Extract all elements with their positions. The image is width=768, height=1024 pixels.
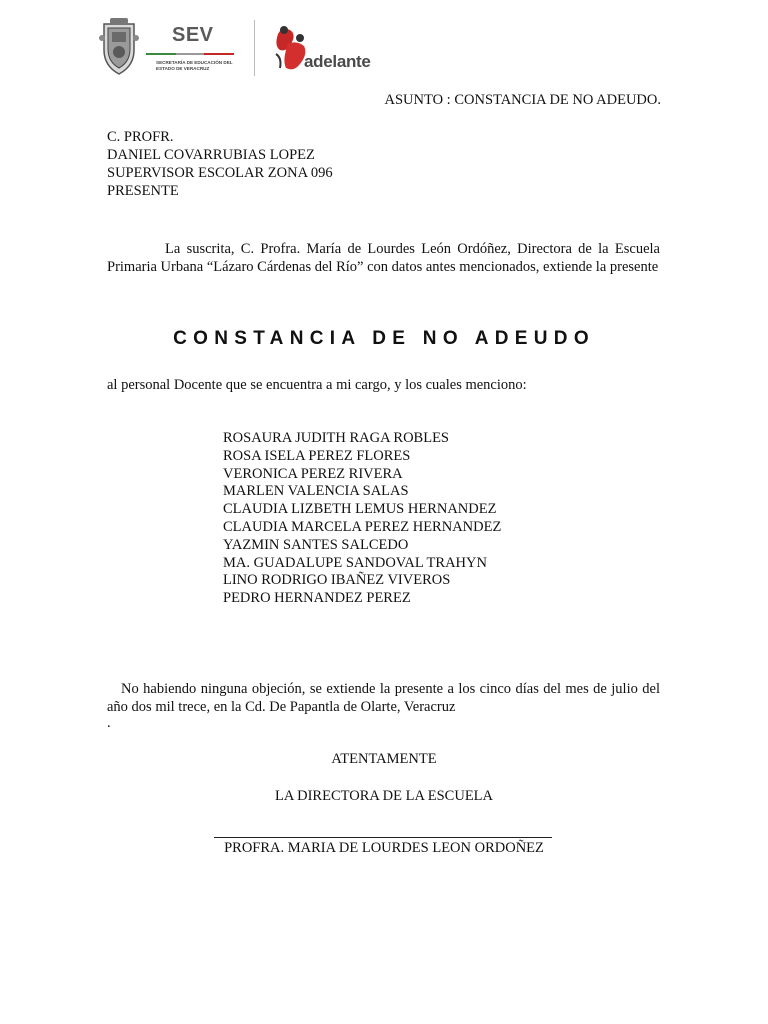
signature-line [214,837,552,838]
addressee-line: SUPERVISOR ESCOLAR ZONA 096 [107,165,333,181]
sev-logo-text: SEV [172,24,214,46]
veracruz-coat-of-arms-icon [98,16,140,76]
staff-name: VERONICA PEREZ RIVERA [223,465,403,482]
staff-name: CLAUDIA MARCELA PEREZ HERNANDEZ [223,518,502,535]
sev-subtitle: SECRETARÍA DE EDUCACIÓN DEL ESTADO DE VERACRUZ [156,60,233,71]
addressee-line: C. PROFR. [107,129,174,145]
staff-name: ROSAURA JUDITH RAGA ROBLES [223,430,449,446]
closing-dot: . [107,715,111,731]
staff-intro: al personal Docente que se encuentra a mi cargo, y los cuales menciono: [107,377,527,393]
signer-title: LA DIRECTORA DE LA ESCUELA [274,788,494,804]
signer-name: PROFRA. MARIA DE LOURDES LEON ORDOÑEZ [224,840,544,856]
sign-off: ATENTAMENTE [331,751,437,767]
adelante-logo-text: adelante [304,52,371,71]
staff-name: MA. GUADALUPE SANDOVAL TRAHYN [223,554,487,571]
letterhead [98,14,378,80]
sev-logo [144,20,240,80]
sev-color-bar [146,53,234,55]
subject-line: ASUNTO : CONSTANCIA DE NO ADEUDO. [384,92,661,108]
logo-divider [254,20,255,76]
staff-name: ROSA ISELA PEREZ FLORES [223,447,411,464]
addressee-line: DANIEL COVARRUBIAS LOPEZ [107,147,315,163]
closing-paragraph: No habiendo ninguna objeción, se extiende la presente a los cinco días del mes de julio del año dos mil trece, en la Cd. De Papantla de Olarte, Veracruz [107,681,660,715]
staff-list [223,430,501,608]
staff-name: MARLEN VALENCIA SALAS [223,483,409,500]
document-heading: CONSTANCIA DE NO ADEUDO [173,328,595,349]
staff-name: PEDRO HERNANDEZ PEREZ [223,590,411,607]
staff-name: LINO RODRIGO IBAÑEZ VIVEROS [223,572,451,589]
staff-name: CLAUDIA LIZBETH LEMUS HERNANDEZ [223,501,497,518]
body-paragraph: La suscrita, C. Profra. María de Lourdes León Ordóñez, Directora de la Escuela Primaria Urbana “Lázaro Cárdenas del Río” con datos antes mencionados, extiende la presente [107,241,660,275]
staff-name: YAZMIN SANTES SALCEDO [223,536,409,553]
addressee-line: PRESENTE [107,183,179,199]
addressee-block [107,128,333,200]
